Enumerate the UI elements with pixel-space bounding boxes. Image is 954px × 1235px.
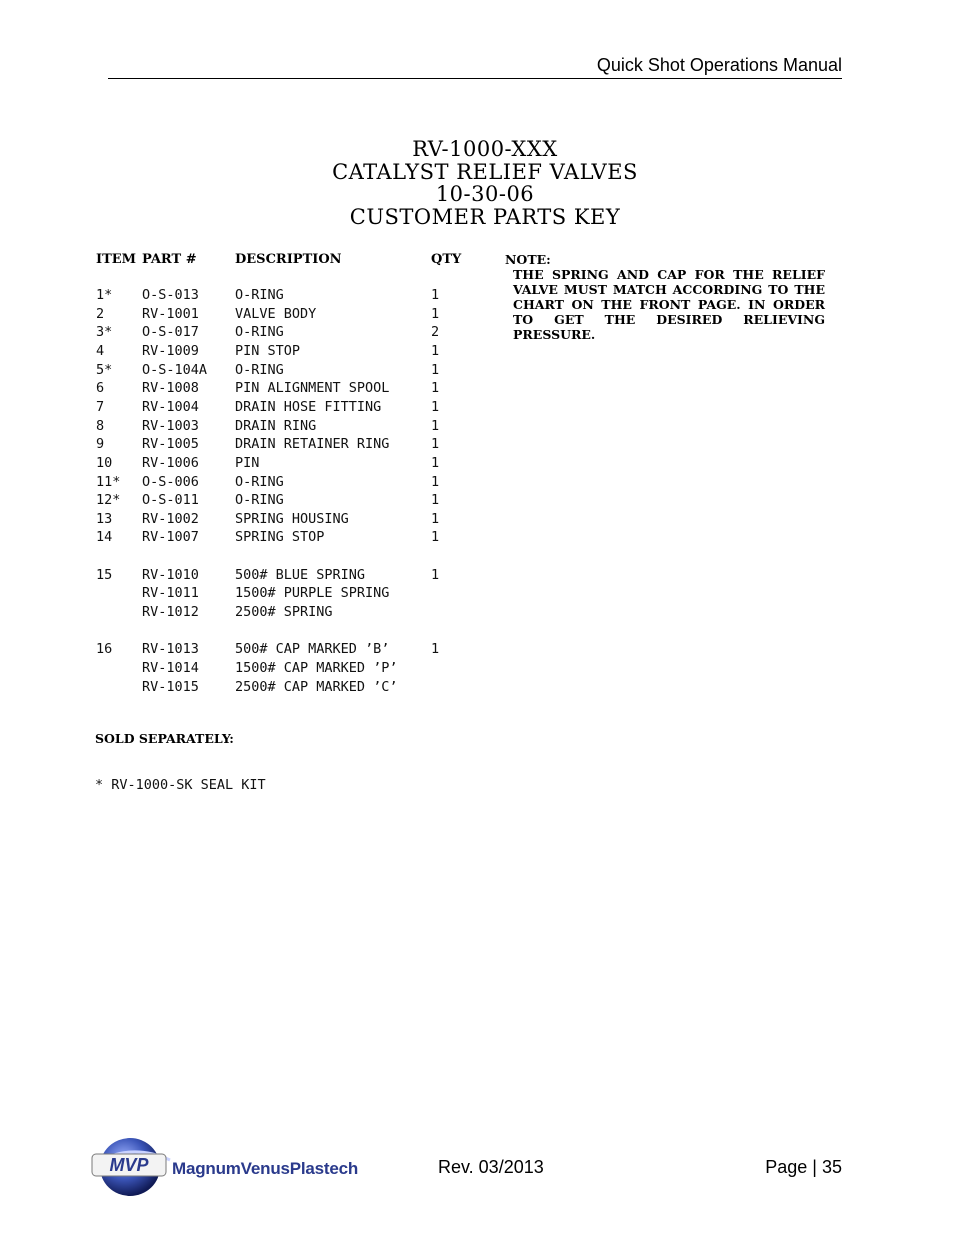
part-number: O-S-013 xyxy=(142,287,199,303)
part-description: DRAIN RETAINER RING xyxy=(235,436,390,453)
part-description: DRAIN RING xyxy=(235,417,317,434)
seal-kit-line: * RV-1000-SK SEAL KIT xyxy=(95,777,266,793)
footer-page-number: Page | 35 xyxy=(765,1157,842,1177)
part-number: RV-1010 xyxy=(142,566,199,583)
item-number: 6 xyxy=(96,380,105,397)
note-block xyxy=(505,252,825,342)
item-number: 14 xyxy=(96,529,113,546)
part-description: 1500# CAP MARKED ’P’ xyxy=(235,660,398,676)
part-quantity: 1 xyxy=(431,305,440,322)
part-number: RV-1002 xyxy=(142,510,199,527)
part-quantity: 1 xyxy=(431,566,440,583)
logo-company-name: MagnumVenusPlastech xyxy=(172,1159,359,1178)
company-logo xyxy=(90,1134,380,1198)
column-header-part: PART # xyxy=(142,252,197,267)
part-number: RV-1001 xyxy=(142,305,199,322)
item-number: 5* xyxy=(96,361,113,378)
part-description: PIN xyxy=(235,454,260,471)
part-description: DRAIN HOSE FITTING xyxy=(235,398,382,415)
note-label: NOTE: xyxy=(505,252,551,267)
part-quantity: 1 xyxy=(431,529,440,546)
part-quantity: 2 xyxy=(431,324,440,341)
item-number: 11* xyxy=(96,473,121,490)
item-number: 12* xyxy=(96,492,121,509)
part-quantity: 1 xyxy=(431,417,440,434)
column-header-qty: QTY xyxy=(431,252,462,267)
part-quantity: 1 xyxy=(431,510,440,527)
part-quantity: 1 xyxy=(431,492,440,509)
part-number: O-S-017 xyxy=(142,324,199,341)
part-number: RV-1004 xyxy=(142,398,199,415)
part-description: PIN ALIGNMENT SPOOL xyxy=(235,380,390,397)
part-description: 1500# PURPLE SPRING xyxy=(235,585,390,602)
part-quantity: 1 xyxy=(431,454,440,471)
item-number: 2 xyxy=(96,305,105,322)
sold-separately-heading: SOLD SEPARATELY: xyxy=(95,731,234,746)
part-quantity: 1 xyxy=(431,641,440,658)
item-number: 8 xyxy=(96,417,105,434)
part-number: RV-1007 xyxy=(142,529,199,546)
part-quantity: 1 xyxy=(431,398,440,415)
item-number: 4 xyxy=(96,342,105,359)
item-number: 3* xyxy=(96,324,113,341)
part-description: PIN STOP xyxy=(235,342,301,359)
part-number: RV-1008 xyxy=(142,380,199,397)
running-header-title: Quick Shot Operations Manual xyxy=(596,55,842,75)
part-number: RV-1003 xyxy=(142,417,199,434)
part-description: O-RING xyxy=(235,492,284,509)
title-date: 10-30-06 xyxy=(435,182,535,206)
part-description: O-RING xyxy=(235,324,284,341)
part-quantity: 1 xyxy=(431,342,440,359)
part-number: RV-1006 xyxy=(142,454,199,471)
column-header-item: ITEM xyxy=(96,252,137,267)
part-description: VALVE BODY xyxy=(235,305,317,322)
part-number: RV-1014 xyxy=(142,660,199,676)
part-description: 500# BLUE SPRING xyxy=(235,566,366,583)
mvp-globe-icon xyxy=(90,1134,174,1198)
part-description: SPRING STOP xyxy=(235,529,325,546)
title-part-number: RV-1000-XXX xyxy=(412,137,558,161)
part-number: RV-1005 xyxy=(142,436,199,453)
part-description: 2500# CAP MARKED ’C’ xyxy=(235,678,398,695)
item-number: 10 xyxy=(96,454,113,471)
column-header-description: DESCRIPTION xyxy=(235,252,342,267)
title-product-name: CATALYST RELIEF VALVES xyxy=(332,159,638,184)
item-number: 7 xyxy=(96,398,105,415)
part-number: O-S-011 xyxy=(142,492,199,509)
part-number: RV-1015 xyxy=(142,678,199,695)
part-number: O-S-104A xyxy=(142,361,208,378)
title-subtitle: CUSTOMER PARTS KEY xyxy=(349,204,621,229)
item-number: 13 xyxy=(96,510,113,527)
part-description: O-RING xyxy=(235,287,284,303)
item-number: 16 xyxy=(96,641,113,658)
part-quantity: 1 xyxy=(431,436,440,453)
note-text: THE SPRING AND CAP FOR THE RELIEF VALVE MUST MATCH ACCORDING TO THE CHART ON THE FRONT PAGE. IN ORDER TO GET THE DESIRED RELIEVING PRESSURE. xyxy=(513,267,825,342)
part-number: RV-1012 xyxy=(142,604,199,621)
part-number: RV-1013 xyxy=(142,641,199,658)
item-number: 15 xyxy=(96,566,113,583)
part-description: O-RING xyxy=(235,473,284,490)
part-description: SPRING HOUSING xyxy=(235,510,349,527)
header-rule xyxy=(108,78,842,79)
part-quantity: 1 xyxy=(431,287,440,303)
item-number: 1* xyxy=(96,287,113,303)
footer-revision: Rev. 03/2013 xyxy=(438,1157,544,1177)
item-number: 9 xyxy=(96,436,105,453)
part-quantity: 1 xyxy=(431,361,440,378)
logo-mark-text: MVP xyxy=(109,1155,149,1175)
part-quantity: 1 xyxy=(431,473,440,490)
part-number: RV-1009 xyxy=(142,342,199,359)
part-description: O-RING xyxy=(235,361,284,378)
document-title-block xyxy=(250,138,720,228)
part-quantity: 1 xyxy=(431,380,440,397)
part-number: RV-1011 xyxy=(142,585,199,602)
part-description: 500# CAP MARKED ’B’ xyxy=(235,641,390,658)
part-description: 2500# SPRING xyxy=(235,604,333,621)
part-number: O-S-006 xyxy=(142,473,199,490)
